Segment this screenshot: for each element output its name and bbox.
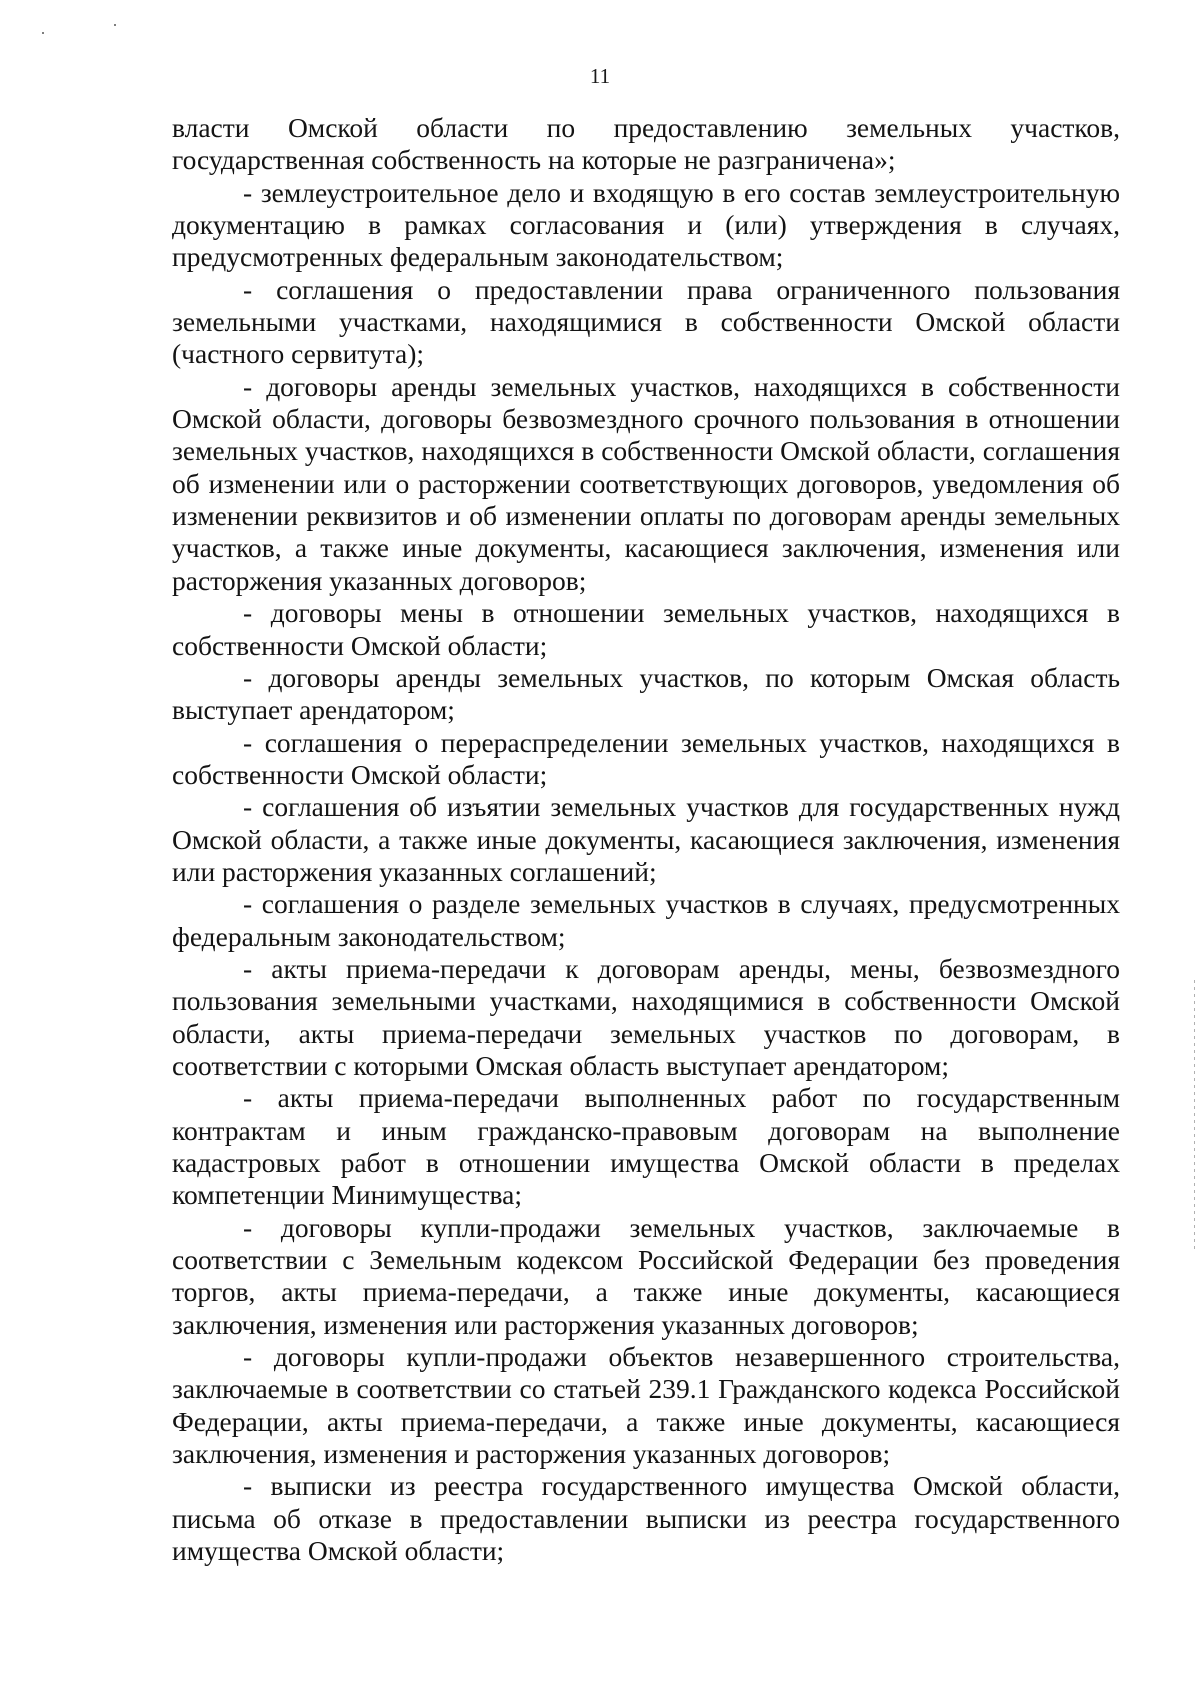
list-item: - соглашения о разделе земельных участков в случаях, предусмотренных федеральным законодательством; xyxy=(172,888,1120,952)
scan-speck xyxy=(114,24,116,26)
list-item: - акты приема-передачи выполненных работ по государственным контрактам и иным гражданско-правовым договорам на выполнение кадастровых работ в отношении имущества Омской области в пределах компетенции Минимущества; xyxy=(172,1082,1120,1211)
list-item: - акты приема-передачи к договорам аренды, мены, безвозмездного пользования земельными участками, находящимися в собственности Омской области, акты приема-передачи земельных участков по договорам, в соответствии с которыми Омская область выступает арендатором; xyxy=(172,952,1120,1081)
scan-edge-mark xyxy=(1194,980,1195,1250)
list-item: - договоры купли-продажи земельных участков, заключаемые в соответствии с Земельным кодексом Российской Федерации без проведения торгов, акты приема-передачи, а также иные документы, касающиеся заключения, изменения или расторжения указанных договоров; xyxy=(172,1211,1120,1340)
paragraph: власти Омской области по предоставлению земельных участков, государственная собственность на которые не разграничена»; xyxy=(172,112,1120,176)
list-item: - выписки из реестра государственного имущества Омской области, письма об отказе в предоставлении выписки из реестра государственного имущества Омской области; xyxy=(172,1470,1120,1567)
list-item: - соглашения об изъятии земельных участков для государственных нужд Омской области, а также иные документы, касающиеся заключения, изменения или расторжения указанных соглашений; xyxy=(172,791,1120,887)
scan-speck xyxy=(42,32,44,34)
list-item: - договоры купли-продажи объектов незавершенного строительства, заключаемые в соответствии со статьей 239.1 Гражданского кодекса Российской Федерации, акты приема-передачи, а также иные документы, касающиеся заключения, изменения и расторжения указанных договоров; xyxy=(172,1341,1120,1470)
list-item: - договоры мены в отношении земельных участков, находящихся в собственности Омской области; xyxy=(172,597,1120,661)
list-item: - договоры аренды земельных участков, по которым Омская область выступает арендатором; xyxy=(172,661,1120,726)
list-item: - соглашения о предоставлении права ограниченного пользования земельными участками, находящимися в собственности Омской области (частного сервитута); xyxy=(172,273,1120,370)
list-item: - землеустроительное дело и входящую в его состав землеустроительную документацию в рамках согласования и (или) утверждения в случаях, предусмотренных федеральным законодательством; xyxy=(172,176,1120,273)
list-item: - соглашения о перераспределении земельных участков, находящихся в собственности Омской области; xyxy=(172,726,1120,790)
list-item: - договоры аренды земельных участков, находящихся в собственности Омской области, договоры безвозмездного срочного пользования в отношении земельных участков, находящихся в собственности Омской области, соглашения об изменении или о расторжении соответствующих договоров, уведомления об изменении реквизитов и об изменении оплаты по договорам аренды земельных участков, а также иные документы, касающиеся заключения, изменения или расторжения указанных договоров; xyxy=(172,370,1120,596)
page-number: 11 xyxy=(589,64,611,88)
document-body xyxy=(172,112,1120,1567)
